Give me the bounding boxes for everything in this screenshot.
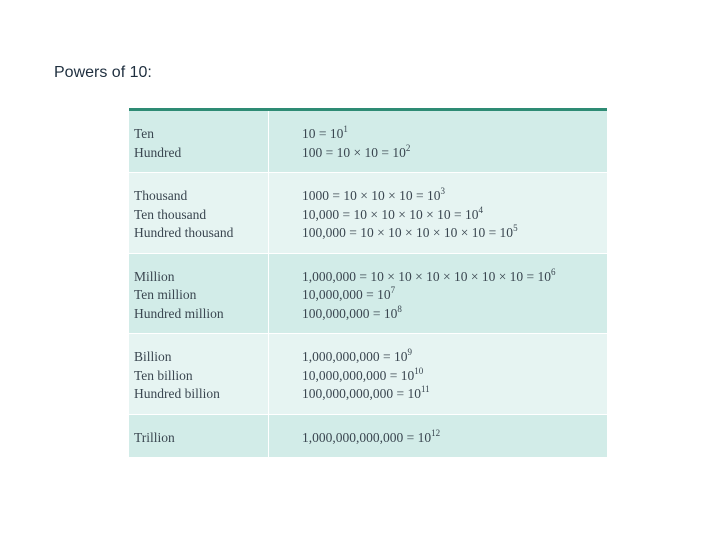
equation-expression: 10,000,000 = 10 bbox=[302, 287, 391, 302]
equation bbox=[302, 305, 602, 324]
equation-expression: 10,000 = 10 × 10 × 10 × 10 = 10 bbox=[302, 206, 479, 222]
number-name: Hundred million bbox=[134, 305, 224, 321]
name-cell bbox=[129, 111, 269, 172]
number-name: Hundred bbox=[134, 144, 182, 160]
exponent: 5 bbox=[513, 223, 518, 233]
exponent: 8 bbox=[397, 303, 402, 314]
equation-expression: 1,000,000,000 = 10 bbox=[302, 349, 408, 364]
table-row bbox=[129, 173, 607, 254]
equation-cell bbox=[269, 254, 607, 334]
number-name: Ten bbox=[134, 126, 155, 141]
name-cell bbox=[129, 334, 269, 414]
exponent: 11 bbox=[421, 384, 430, 394]
equation-expression: 10,000,000,000 = 10 bbox=[302, 367, 415, 383]
exponent: 2 bbox=[405, 142, 411, 153]
equation bbox=[302, 125, 602, 144]
equation bbox=[302, 224, 602, 243]
equation-cell bbox=[269, 173, 607, 253]
equation bbox=[302, 206, 602, 225]
exponent: 12 bbox=[431, 427, 441, 438]
number-name: Billion bbox=[134, 349, 172, 364]
table-row bbox=[129, 254, 607, 335]
equation-expression: 1,000,000,000,000 = 10 bbox=[302, 429, 432, 445]
exponent: 10 bbox=[414, 365, 424, 376]
number-name: Million bbox=[134, 268, 175, 284]
equation-expression: 100,000,000,000 = 10 bbox=[302, 386, 421, 401]
exponent: 1 bbox=[343, 124, 348, 134]
number-name: Ten billion bbox=[134, 367, 193, 383]
equation-expression: 100,000 = 10 × 10 × 10 × 10 × 10 = 10 bbox=[302, 225, 514, 240]
equation-expression: 100 = 10 × 10 = 10 bbox=[302, 144, 406, 160]
table-row bbox=[129, 111, 607, 173]
exponent: 9 bbox=[407, 347, 412, 357]
equation bbox=[302, 367, 602, 386]
number-name: Hundred billion bbox=[134, 386, 220, 401]
equation-cell bbox=[269, 334, 607, 414]
equation bbox=[302, 286, 602, 305]
equation bbox=[302, 429, 602, 448]
number-name: Thousand bbox=[134, 188, 188, 203]
equation bbox=[302, 348, 602, 367]
number-name: Hundred thousand bbox=[134, 225, 234, 240]
name-cell bbox=[129, 173, 269, 253]
equation-cell bbox=[269, 415, 607, 458]
exponent: 7 bbox=[390, 285, 396, 295]
equation-expression: 1000 = 10 × 10 × 10 = 10 bbox=[302, 188, 441, 203]
equation-expression: 10 = 10 bbox=[302, 126, 344, 141]
name-cell bbox=[129, 415, 269, 458]
number-name: Ten million bbox=[134, 287, 197, 302]
exponent: 3 bbox=[440, 186, 445, 196]
name-cell bbox=[129, 254, 269, 334]
exponent: 6 bbox=[551, 266, 556, 277]
equation-expression: 100,000,000 = 10 bbox=[302, 305, 398, 321]
page-title: Powers of 10: bbox=[54, 64, 152, 81]
number-name: Trillion bbox=[134, 429, 175, 445]
equation bbox=[302, 144, 602, 163]
equation-expression: 1,000,000 = 10 × 10 × 10 × 10 × 10 × 10 = 10 bbox=[302, 268, 552, 284]
equation bbox=[302, 187, 602, 206]
table-row bbox=[129, 334, 607, 415]
exponent: 4 bbox=[478, 204, 483, 215]
equation-cell bbox=[269, 111, 607, 172]
table-row bbox=[129, 415, 607, 459]
powers-table bbox=[129, 108, 607, 458]
equation bbox=[302, 268, 602, 287]
number-name: Ten thousand bbox=[134, 206, 207, 222]
equation bbox=[302, 385, 602, 404]
